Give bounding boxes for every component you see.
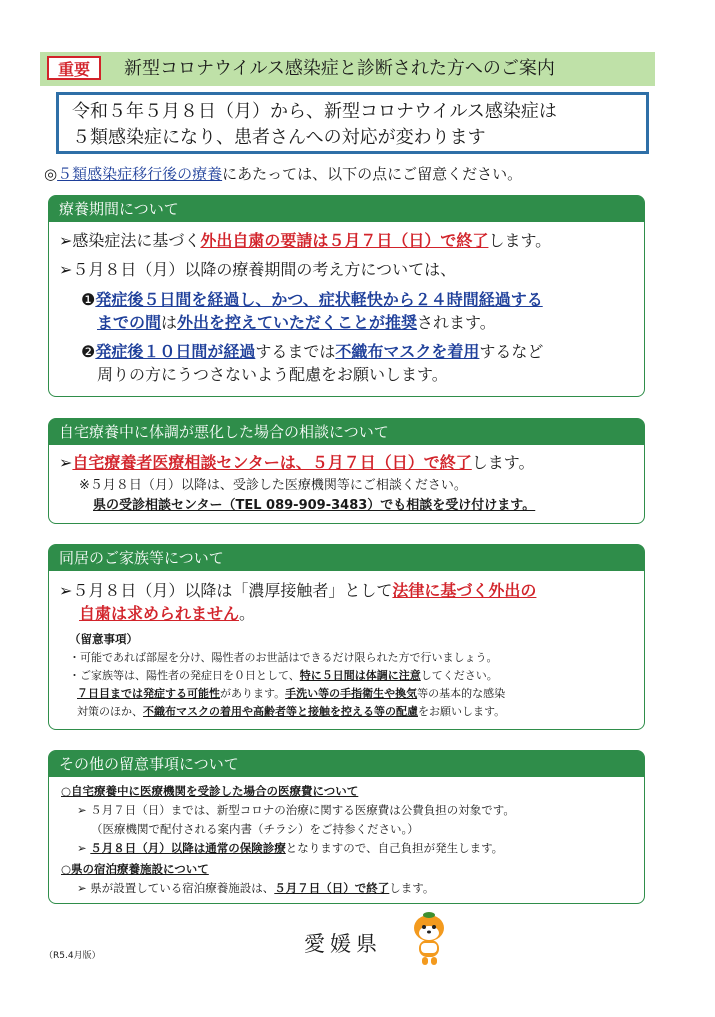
headline-line-2: ５類感染症になり、患者さんへの対応が変わります bbox=[72, 127, 486, 148]
consultation-item: ➢自宅療養者医療相談センターは、５月７日（日）で終了します。 bbox=[59, 453, 535, 472]
medical-cost-heading: ○自宅療養中に医療機関を受診した場合の医療費について bbox=[61, 784, 359, 798]
mascot-icon bbox=[405, 912, 453, 968]
family-note-1: ・可能であれば部屋を分け、陽性者のお世話はできるだけ限られた方で行いましょう。 bbox=[69, 651, 498, 664]
recovery-point-2: ❷発症後１０日間が経過するまでは不織布マスクを着用するなど bbox=[81, 342, 544, 361]
recovery-item-1: ➢感染症法に基づく外出自粛の要請は５月７日（日）で終了します。 bbox=[59, 231, 552, 250]
title-bar bbox=[40, 52, 655, 86]
family-note-2: ・ご家族等は、陽性者の発症日を０日として、特に５日間は体調に注意してください。 bbox=[69, 669, 498, 682]
notes-title: （留意事項） bbox=[69, 632, 138, 646]
consultation-note-2: 県の受診相談センター（TEL 089-909-3483）でも相談を受け付けます。 bbox=[93, 498, 536, 513]
recovery-item-2: ➢５月８日（月）以降の療養期間の考え方については、 bbox=[59, 260, 457, 279]
section-header: 療養期間について bbox=[49, 196, 644, 222]
headline-box bbox=[56, 92, 649, 154]
recovery-point-1-cont: までの間は外出を控えていただくことが推奨されます。 bbox=[97, 313, 496, 332]
section-consultation bbox=[48, 418, 645, 524]
section-other-notes bbox=[48, 750, 645, 904]
section-header: 自宅療養中に体調が悪化した場合の相談について bbox=[49, 419, 644, 445]
section-header: 同居のご家族等について bbox=[49, 545, 644, 571]
section-recovery-period bbox=[48, 195, 645, 397]
section-header: その他の留意事項について bbox=[49, 751, 644, 777]
end-request-note: 外出自粛の要請は５月７日（日）で終了 bbox=[200, 231, 489, 250]
edition-label: （R5.4月版） bbox=[44, 951, 101, 961]
consultation-note-1: ※５月８日（月）以降は、受診した医療機関等にご相談ください。 bbox=[79, 478, 467, 493]
prefecture-logo-text: 愛媛県 bbox=[304, 932, 382, 956]
page-title: 新型コロナウイルス感染症と診断された方へのご案内 bbox=[124, 58, 555, 79]
lodging-item: ➢ 県が設置している宿泊療養施設は、５月７日（日）で終了します。 bbox=[77, 881, 435, 895]
family-note-4: 対策のほか、不織布マスクの着用や高齢者等と接触を控える等の配慮をお願いします。 bbox=[77, 705, 506, 718]
family-item-cont: 自粛は求められません。 bbox=[79, 604, 256, 623]
recovery-point-1: ❶発症後５日間を経過し、かつ、症状軽快から２４時間経過する bbox=[81, 290, 543, 309]
section-family bbox=[48, 544, 645, 730]
headline-line-1: 令和５年５月８日（月）から、新型コロナウイルス感染症は bbox=[72, 101, 557, 122]
intro-rest: にあたっては、以下の点にご留意ください。 bbox=[222, 165, 523, 183]
medical-cost-item-2: （医療機関で配付される案内書（チラシ）をご持参ください。） bbox=[91, 822, 419, 836]
lodging-heading: ○県の宿泊療養施設について bbox=[61, 862, 209, 876]
important-badge: 重要 bbox=[47, 56, 101, 80]
recovery-point-2-cont: 周りの方にうつさないよう配慮をお願いします。 bbox=[97, 365, 448, 384]
family-item: ➢５月８日（月）以降は「濃厚接触者」として法律に基づく外出の bbox=[59, 581, 537, 600]
medical-cost-item-3: ➢ ５月８日（月）以降は通常の保険診療となりますので、自己負担が発生します。 bbox=[77, 841, 504, 855]
intro-mark: ◎ bbox=[44, 165, 58, 183]
intro-link: ５類感染症移行後の療養 bbox=[57, 165, 223, 183]
medical-cost-item-1: ➢ ５月７日（日）までは、新型コロナの治療に関する医療費は公費負担の対象です。 bbox=[77, 803, 515, 817]
intro-text bbox=[44, 164, 522, 184]
family-note-3: ７日目までは発症する可能性があります。手洗い等の手指衛生や換気等の基本的な感染 bbox=[77, 687, 506, 700]
